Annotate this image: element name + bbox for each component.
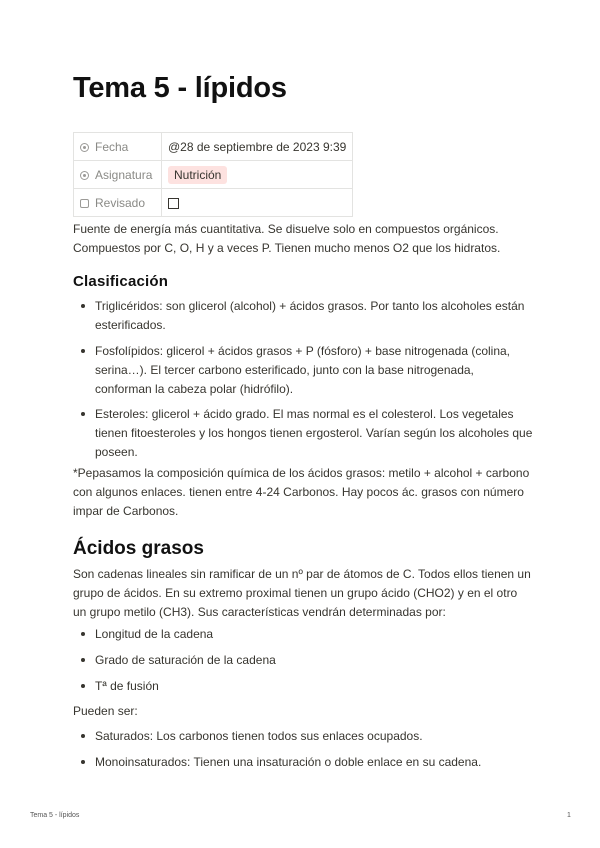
property-row-asignatura xyxy=(74,161,353,189)
property-value-date[interactable]: @28 de septiembre de 2023 9:39 xyxy=(162,133,353,161)
property-key xyxy=(74,189,162,217)
list-item: Grado de saturación de la cadena xyxy=(73,651,533,670)
select-icon xyxy=(80,171,89,180)
checkbox-property-icon xyxy=(80,199,89,208)
page-title: Tema 5 - lípidos xyxy=(73,72,287,104)
property-key xyxy=(74,133,162,161)
properties-table xyxy=(73,132,353,217)
property-label: Revisado xyxy=(95,195,146,210)
list-item: Fosfolípidos: glicerol + ácidos grasos + P (fósforo) + base nitrogenada (colina, serina…). El tercer carbono esterificado, junto con la base nitrogenada, conforman la cabeza polar (hidrófilo). xyxy=(73,342,533,399)
tipos-list xyxy=(73,727,533,772)
property-value-subject[interactable] xyxy=(162,161,353,189)
property-row-fecha xyxy=(74,133,353,161)
list-item: Monoinsaturados: Tienen una insaturación o doble enlace en su cadena. xyxy=(73,753,533,772)
property-label: Fecha xyxy=(95,139,129,154)
list-item: Triglicéridos: son glicerol (alcohol) + ácidos grasos. Por tanto los alcoholes están esterificados. xyxy=(73,297,533,335)
features-list xyxy=(73,625,533,696)
list-item: Esteroles: glicerol + ácido grado. El mas normal es el colesterol. Los vegetales tienen fitoesteroles y los hongos tienen ergosterol. Varían según los alcoholes que poseen. xyxy=(73,405,533,462)
property-key xyxy=(74,161,162,189)
list-item: Longitud de la cadena xyxy=(73,625,533,644)
property-label: Asignatura xyxy=(95,167,153,182)
intro-paragraph: Fuente de energía más cuantitativa. Se disuelve solo en compuestos orgánicos. Compuestos por C, O, H y a veces P. Tienen mucho menos O2 que los hidratos. xyxy=(73,222,501,255)
clasificacion-list xyxy=(73,297,533,462)
note-paragraph: *Pepasamos la composición química de los ácidos grasos: metilo + alcohol + carbono con algunos enlaces. tienen entre 4-24 Carbonos. Hay pocos ác. grasos con número impar de Carbonos. xyxy=(73,466,530,518)
footer-page-number: 1 xyxy=(567,812,571,819)
acidos-paragraph: Son cadenas lineales sin ramificar de un nº par de átomos de C. Todos ellos tienen un grupo de ácidos. En su extremo proximal tienen un grupo ácido (CHO2) y en el otro un grupo metilo (CH3). Sus características vendrán determinadas por: xyxy=(73,567,531,619)
property-value-reviewed xyxy=(162,189,353,217)
footer-title: Tema 5 - lípidos xyxy=(30,812,80,819)
property-row-revisado xyxy=(74,189,353,217)
pueden-ser-text: Pueden ser: xyxy=(73,704,138,718)
list-item: Tª de fusión xyxy=(73,677,533,696)
subject-tag[interactable]: Nutrición xyxy=(168,166,227,184)
clock-icon xyxy=(80,143,89,152)
section-heading-clasificacion: Clasificación xyxy=(73,273,169,290)
list-item: Saturados: Los carbonos tienen todos sus enlaces ocupados. xyxy=(73,727,533,746)
reviewed-checkbox[interactable] xyxy=(168,198,179,209)
section-heading-acidos-grasos: Ácidos grasos xyxy=(73,538,204,559)
